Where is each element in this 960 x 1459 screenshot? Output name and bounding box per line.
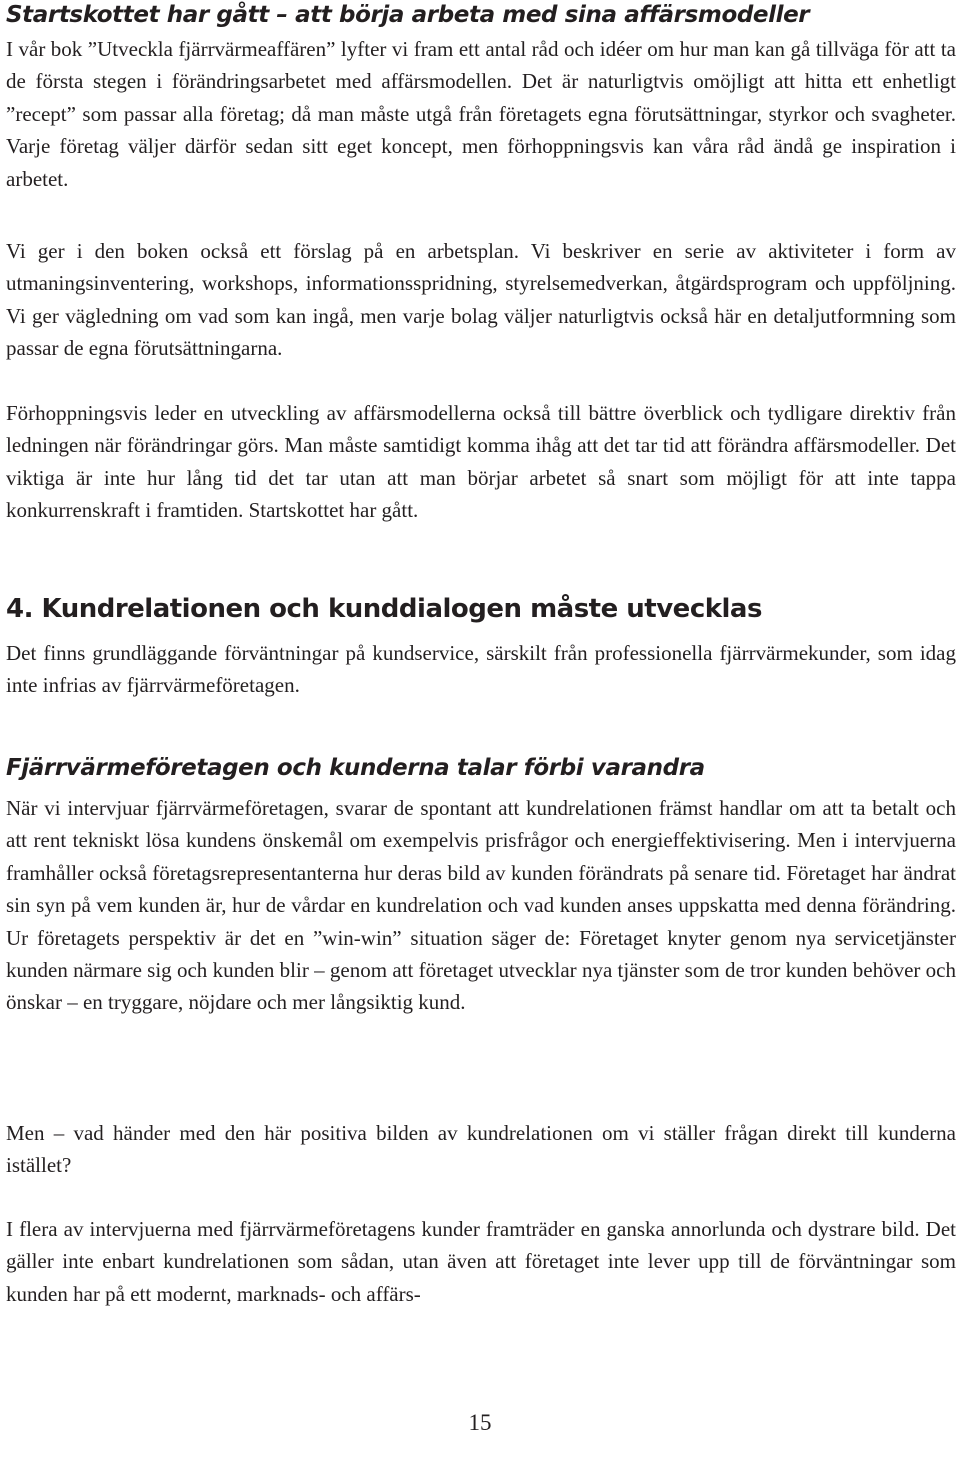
paragraph-bok-rad: I vår bok ”Utveckla fjärrvärmeaffären” lyfter vi fram ett antal råd och idéer om hur man kan gå tillväga för att ta de första stegen i förändringsarbetet med affärsmodellen. Det är naturligtvis omöjligt att hitta ett enhetligt ”recept” som passar alla företag; då man måste utgå från företagets egna förutsättningar, styrkor och svagheter. Varje företag väljer därför sedan sitt eget koncept, men förhoppningsvis kan våra råd ändå ge inspiration i arbetet. xyxy=(6,37,956,191)
paragraph-forvantningar: Det finns grundläggande förväntningar på kundservice, särskilt från professionella fjärrvärmekunder, som idag inte infrias av fjärrvärmeföretagen. xyxy=(6,641,956,698)
heading-talar-forbi: Fjärrvärmeföretagen och kunderna talar förbi varandra xyxy=(6,755,705,781)
paragraph-arbetsplan: Vi ger i den boken också ett förslag på en arbetsplan. Vi beskriver en serie av aktiviteter i form av utmaningsinventering, workshops, informationsspridning, styrelsemedverkan, åtgärdsprogram och uppföljning. Vi ger vägledning om vad som kan ingå, men varje bolag väljer naturligtvis också här en detaljutformning som passar de egna förutsättningarna. xyxy=(6,239,956,361)
paragraph-intervjuer-foretag: När vi intervjuar fjärrvärmeföretagen, svarar de spontant att kundrelationen främst handlar om att ta betalt och att rent tekniskt lösa kundens önskemål om exempelvis prisfrågor och energieffektivisering. Men i intervjuerna framhåller också företagsrepresentanterna hur deras bild av kunden förändrats på senare tid. Företaget har ändrat sin syn på vem kunden är, hur de vårdar en kundrelation och vad kunden anses uppskatta med denna förändring. Ur företagets perspektiv är det en ”win-win” situation säger de: Företaget knyter genom nya servicetjänster kunden närmare sig och kunden blir – genom att företaget utvecklar nya tjänster som de tror kunden behöver och önskar – en tryggare, nöjdare och mer långsiktig kund. xyxy=(6,796,956,1015)
paragraph-fragan-till-kunderna: Men – vad händer med den här positiva bilden av kundrelationen om vi ställer frågan direkt till kunderna istället? xyxy=(6,1121,956,1178)
paragraph-forhoppningsvis: Förhoppningsvis leder en utveckling av affärsmodellerna också till bättre överblick och tydligare direktiv från ledningen när förändringar görs. Man måste samtidigt komma ihåg att det tar tid att förändra affärsmodeller. Det viktiga är inte hur lång tid det tar utan att man börjar arbetet så snart som möjligt för att inte tappa konkurrenskraft i framtiden. Startskottet har gått. xyxy=(6,401,956,523)
heading-section-4: 4. Kundrelationen och kunddialogen måste utvecklas xyxy=(6,594,762,624)
paragraph-intervjuer-kunder: I flera av intervjuerna med fjärrvärmeföretagens kunder framträder en ganska annorlunda och dystrare bild. Det gäller inte enbart kundrelationen som sådan, utan även att företaget inte lever upp till de förväntningar som kunden har på ett modernt, marknads- och affärs- xyxy=(6,1217,956,1306)
heading-startskottet: Startskottet har gått – att börja arbeta med sina affärsmodeller xyxy=(6,2,810,28)
page-number: 15 xyxy=(468,1410,492,1435)
